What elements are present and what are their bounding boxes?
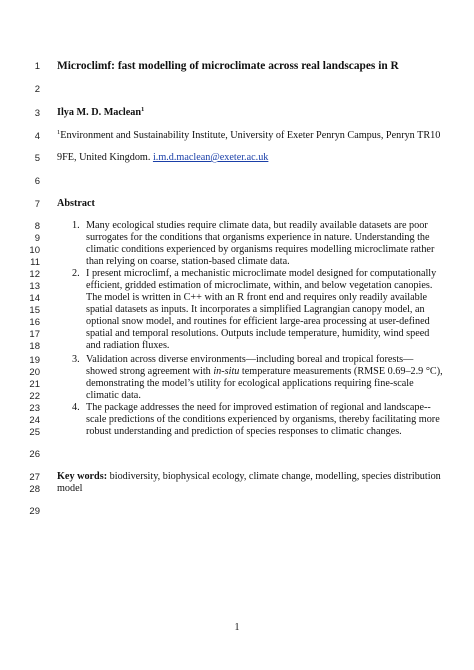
line-number: 20 [29,367,40,378]
line-number: 9 [34,233,40,244]
line-number: 19 [29,355,40,366]
abstract-item-3-line [86,366,443,378]
line-number: 1 [34,61,40,72]
abstract-item-number: 3. [72,354,80,365]
abstract-item-4-line: robust understanding and prediction of species responses to climatic changes. [86,426,402,437]
line-number: 5 [34,153,40,164]
line-number: 11 [30,257,40,268]
abstract-item-2-line: spatial datasets as inputs. It incorporates a simplified Lagrangian canopy model, an [86,304,425,315]
abstract-item-1-line: climatic conditions experienced by organisms requires modelling microclimate rather [86,244,435,255]
line-number: 6 [34,176,40,187]
abstract-item-2-line: and radiation fluxes. [86,340,170,351]
line-number: 4 [34,131,40,142]
abstract-item-3-line: demonstrating the model’s utility for ecological applications requiring fine-scale [86,378,414,389]
line-number: 3 [34,108,40,119]
line-number: 7 [34,199,40,210]
line-number: 27 [29,472,40,483]
author-name: Ilya M. D. Maclean [57,107,142,118]
abstract-item-1-line: than relying on coarse, station-based climate data. [86,256,290,267]
keywords-line-1 [57,471,441,483]
line-number: 18 [29,341,40,352]
line-number: 8 [34,221,40,232]
abstract-item-2-line: spatial and temporal resolutions. Outputs include temperature, humidity, wind speed [86,328,430,339]
author-line [57,107,144,119]
abstract-item-3-line: climatic data. [86,390,141,401]
abstract-item-2-line: I present microclimf, a mechanistic microclimate model designed for computationally [86,268,437,279]
email-link[interactable]: i.m.d.maclean@exeter.ac.uk [152,152,269,163]
affiliation-line-1 [57,130,440,142]
abstract-item-number: 2. [72,268,80,279]
line-number: 23 [29,403,40,414]
abstract-item-3-text: temperature measurements (RMSE 0.69–2.9 °C), [239,366,443,377]
abstract-item-2-line: efficient, gridded estimation of microclimate, within, and below vegetation canopies. [86,280,433,291]
abstract-item-2-line: The model is written in C++ with an R front end and requires only readily available [86,292,428,303]
line-number: 26 [29,449,40,460]
line-number: 21 [29,379,40,390]
line-number: 16 [29,317,40,328]
line-number: 12 [29,269,40,280]
affiliation-text: Environment and Sustainability Institute, University of Exeter Penryn Campus, Penryn TR10 [60,130,441,141]
keywords-label: Key words: [57,471,108,482]
line-number: 2 [34,84,40,95]
abstract-item-1-line: Many ecological studies require climate data, but readily available datasets are poor [86,220,428,231]
affiliation-address: 9FE, United Kingdom. [57,152,153,163]
abstract-item-4-line: scale predictions of the conditions experienced by organisms, thereby facilitating more [86,414,440,425]
line-number: 24 [29,415,40,426]
abstract-item-3-line: Validation across diverse environments—including boreal and tropical forests— [86,354,414,365]
line-number: 13 [29,281,40,292]
abstract-item-number: 4. [72,402,80,413]
line-number: 15 [29,305,40,316]
keywords-line-2: model [57,483,83,494]
line-number: 14 [29,293,40,304]
line-number: 22 [29,391,40,402]
line-number: 17 [29,329,40,340]
affiliation-line-2 [57,152,268,164]
author-affiliation-mark: 1 [141,106,145,113]
line-number: 28 [29,484,40,495]
abstract-item-number: 1. [72,220,80,231]
abstract-item-4-line: The package addresses the need for improved estimation of regional and landscape-- [86,402,431,413]
affiliation-mark: 1 [57,129,61,136]
line-number: 25 [29,427,40,438]
paper-title: Microclimf: fast modelling of microclimate across real landscapes in R [57,60,399,72]
line-number: 10 [29,245,40,256]
abstract-heading: Abstract [57,198,95,209]
abstract-item-2-line: optional snow model, and routines for efficient large-area processing at user-defined [86,316,430,327]
line-number: 29 [29,506,40,517]
abstract-item-3-text: showed strong agreement with [86,366,214,377]
keywords-text: biodiversity, biophysical ecology, climate change, modelling, species distribution [107,471,441,482]
page-number: 1 [234,622,240,633]
abstract-item-3-italic: in-situ [213,366,240,377]
abstract-item-1-line: surrogates for the conditions that organisms experience in nature. Understanding the [86,232,430,243]
